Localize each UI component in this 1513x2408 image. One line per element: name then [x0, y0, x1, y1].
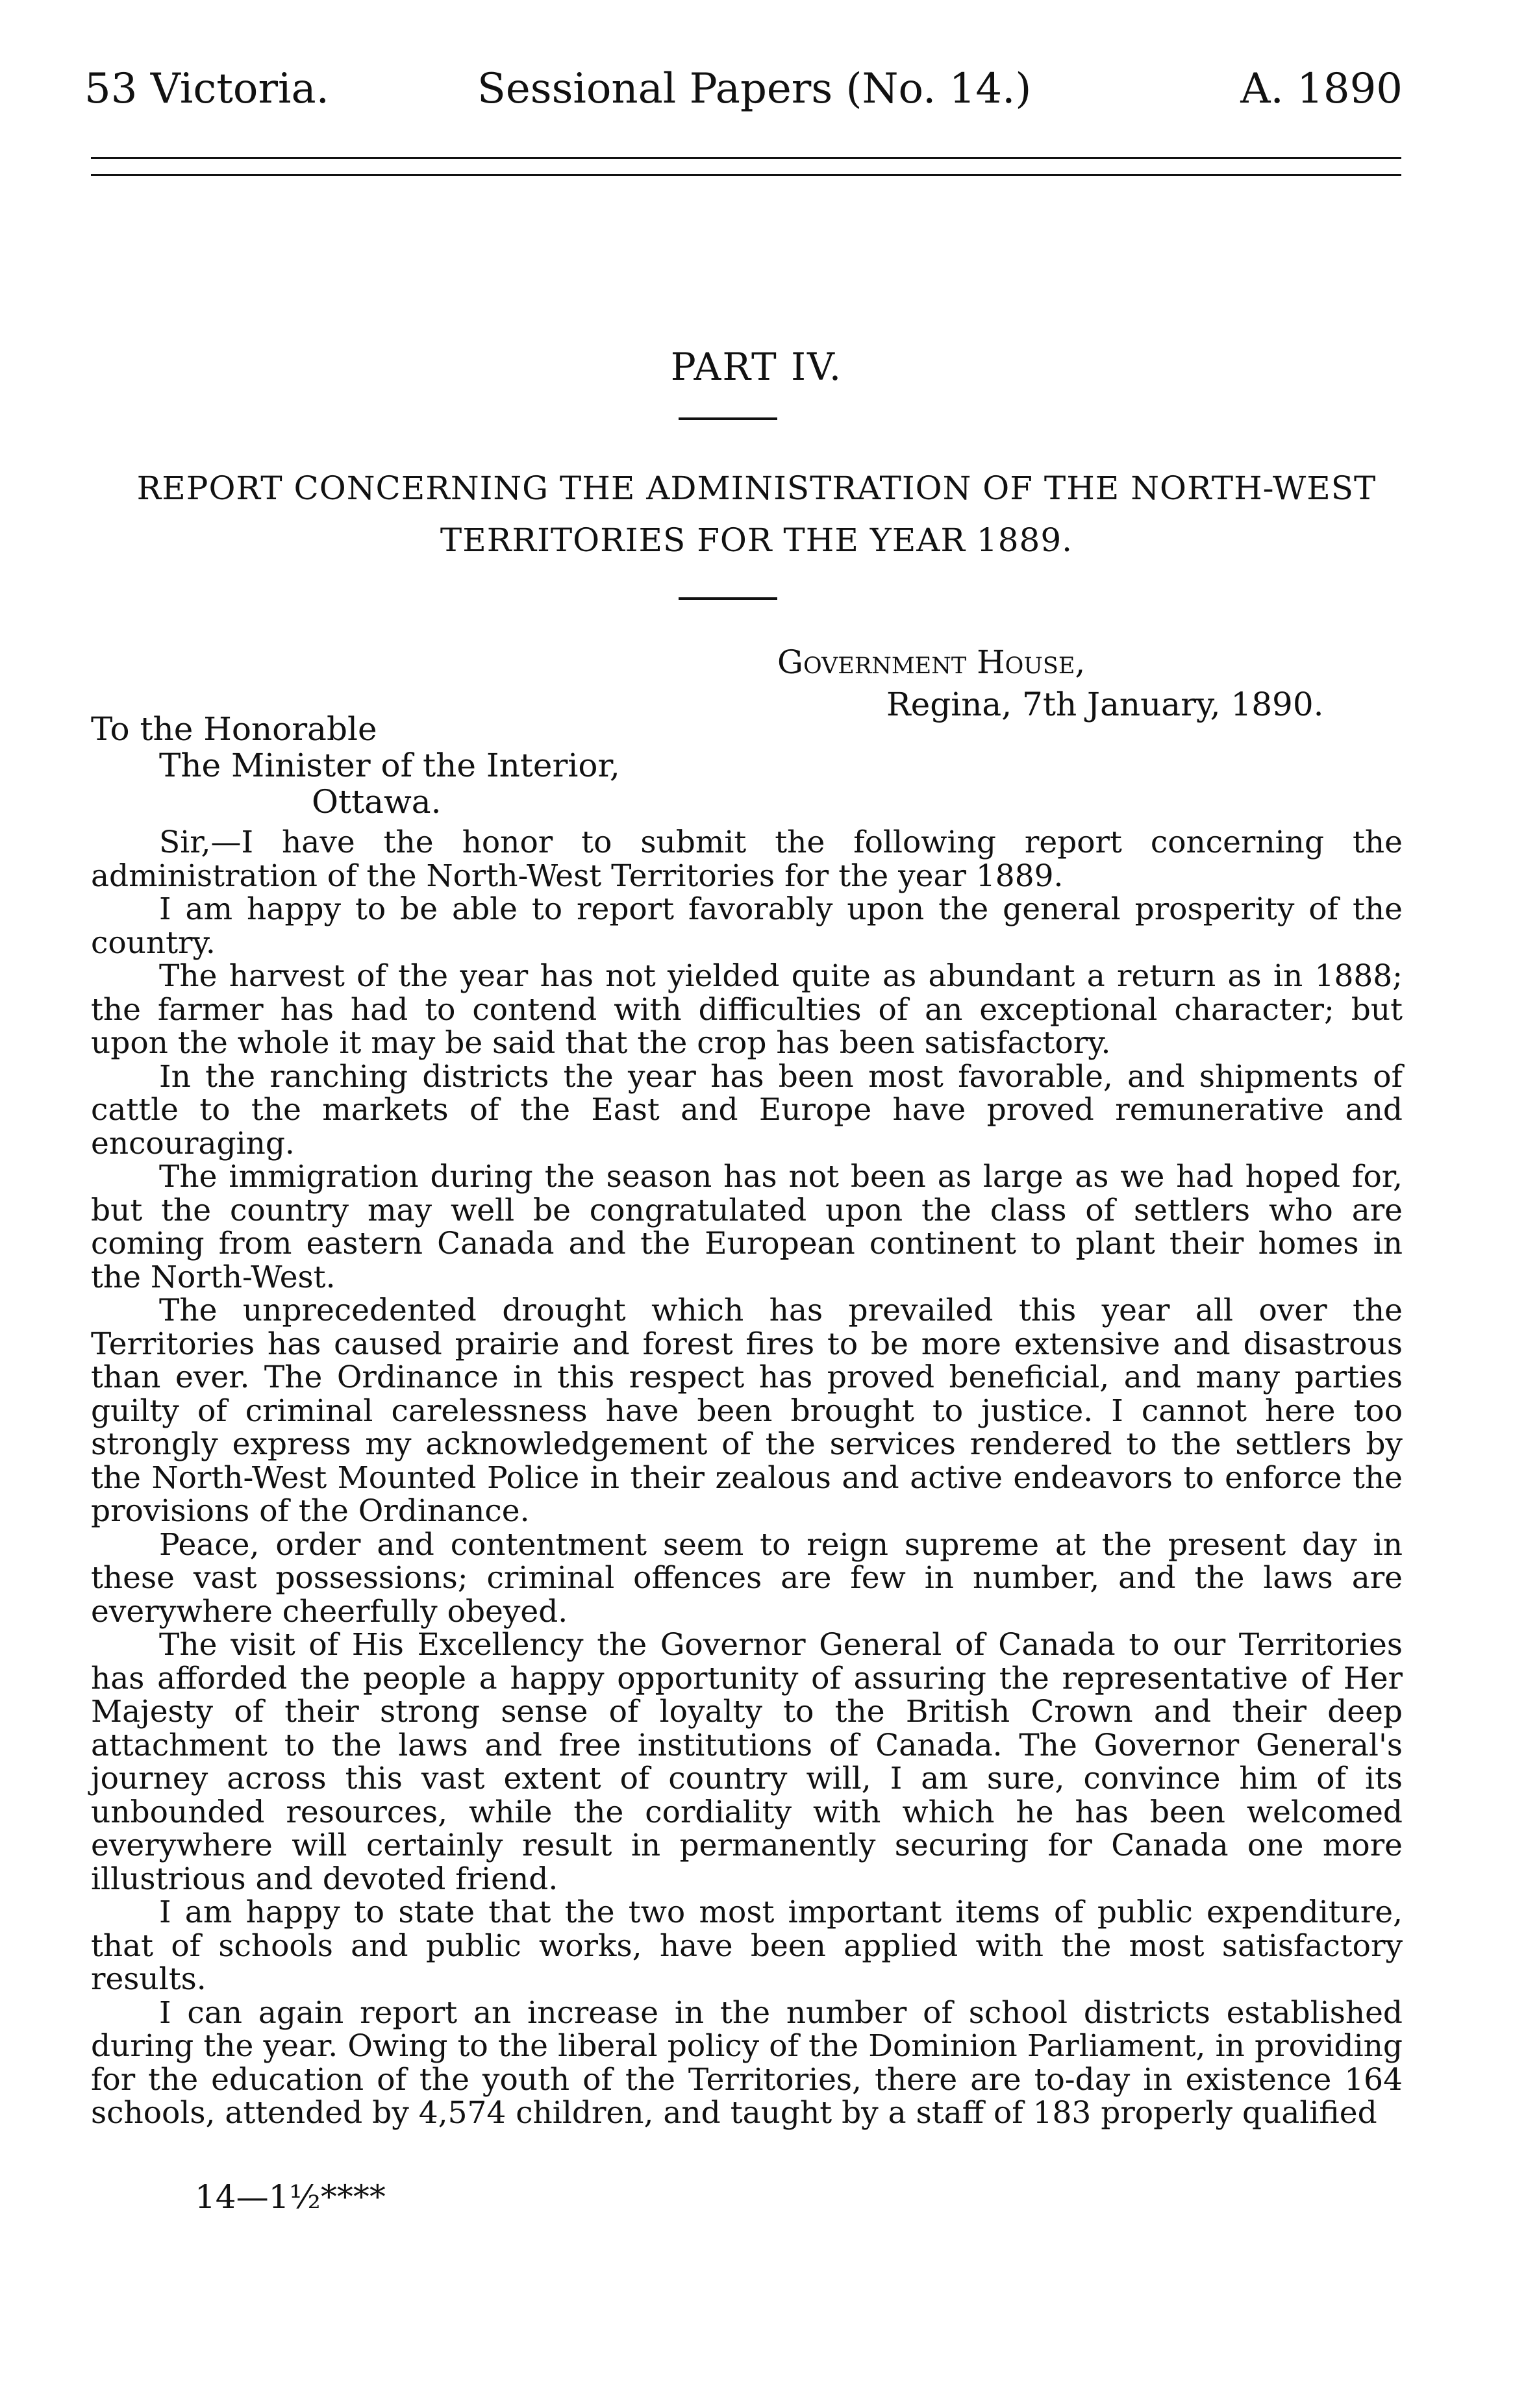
- report-title-line-2: TERRITORIES FOR THE YEAR 1889.: [440, 521, 1073, 559]
- paragraph: I am happy to state that the two most important items of public expenditure, that of schools and public works, have been applied with the most satisfactory results.: [91, 1894, 1403, 1997]
- printer-signature-mark: 14—1½****: [195, 2178, 386, 2216]
- paragraph: Peace, order and contentment seem to reign supreme at the present day in these vast possessions; criminal offences are few in number, and the laws are everywhere cheerfully obeyed.: [91, 1526, 1403, 1630]
- letter-body: [91, 826, 1403, 2130]
- paragraph: The visit of His Excellency the Governor General of Canada to our Territories has afforded the people a happy opportunity of assuring the representative of Her Majesty of their strong sense of loyalty to the British Crown and their deep attachment to the laws and free institutions of Canada. The Governor General's journey across this vast extent of country will, I am sure, convince him of its unbounded resources, while the cordiality with which he has been welcomed everywhere will certainly result in permanently securing for Canada one more illustrious and devoted friend.: [91, 1627, 1403, 1897]
- paragraph: The unprecedented drought which has prevailed this year all over the Territories has caused prairie and forest fires to be more extensive and disastrous than ever. The Ordinance in this respect has proved beneficial, and many parties guilty of criminal carelessness have been brought to justice. I cannot here too strongly express my acknowledgement of the services rendered to the settlers by the North-West Mounted Police in their zealous and active endeavors to enforce the provisions of the Ordinance.: [91, 1293, 1403, 1529]
- report-title-line-1: REPORT CONCERNING THE ADMINISTRATION OF THE NORTH-WEST: [136, 469, 1377, 507]
- header-series: Sessional Papers (No. 14.): [477, 65, 1032, 113]
- header-rule-bottom: [91, 174, 1401, 176]
- paragraph: The harvest of the year has not yielded quite as abundant a return as in 1888; the farmer has had to contend with difficulties of an exceptional character; but upon the whole it may be said that the crop has been satisfactory.: [91, 958, 1403, 1061]
- title-divider-top: [679, 417, 777, 420]
- header-rule-top: [91, 157, 1401, 159]
- addressee-line-1: To the Honorable: [91, 710, 377, 748]
- header-volume: 53 Victoria.: [84, 65, 329, 113]
- title-divider-bottom: [679, 597, 777, 600]
- paragraph: I can again report an increase in the number of school districts established during the year. Owing to the liberal policy of the Dominion Parliament, in providing for the education of the youth of the Territories, there are to-day in existence 164 schools, attended by 4,574 children, and taught by a staff of 183 properly qualified: [91, 1994, 1403, 2131]
- report-title: [0, 462, 1513, 566]
- letter-date: Regina, 7th January, 1890.: [886, 686, 1324, 723]
- addressee-line-3: Ottawa.: [312, 783, 442, 821]
- paragraph: In the ranching districts the year has been most favorable, and shipments of cattle to the markets of the East and Europe have proved remunerative and encouraging.: [91, 1058, 1403, 1161]
- letter-place: Government House,: [777, 643, 1086, 681]
- running-header: [84, 60, 1403, 118]
- part-title: PART IV.: [670, 345, 843, 389]
- addressee-line-2: The Minister of the Interior,: [159, 747, 620, 784]
- header-year: A. 1890: [1240, 65, 1403, 113]
- addressee-block: [91, 711, 620, 820]
- paragraph: Sir,—I have the honor to submit the following report concerning the administration of the North-West Territories for the year 1889.: [91, 825, 1403, 894]
- paragraph: I am happy to be able to report favorably upon the general prosperity of the country.: [91, 891, 1403, 961]
- paragraph: The immigration during the season has not been as large as we had hoped for, but the country may well be congratulated upon the class of settlers who are coming from eastern Canada and the European continent to plant their homes in the North-West.: [91, 1159, 1403, 1295]
